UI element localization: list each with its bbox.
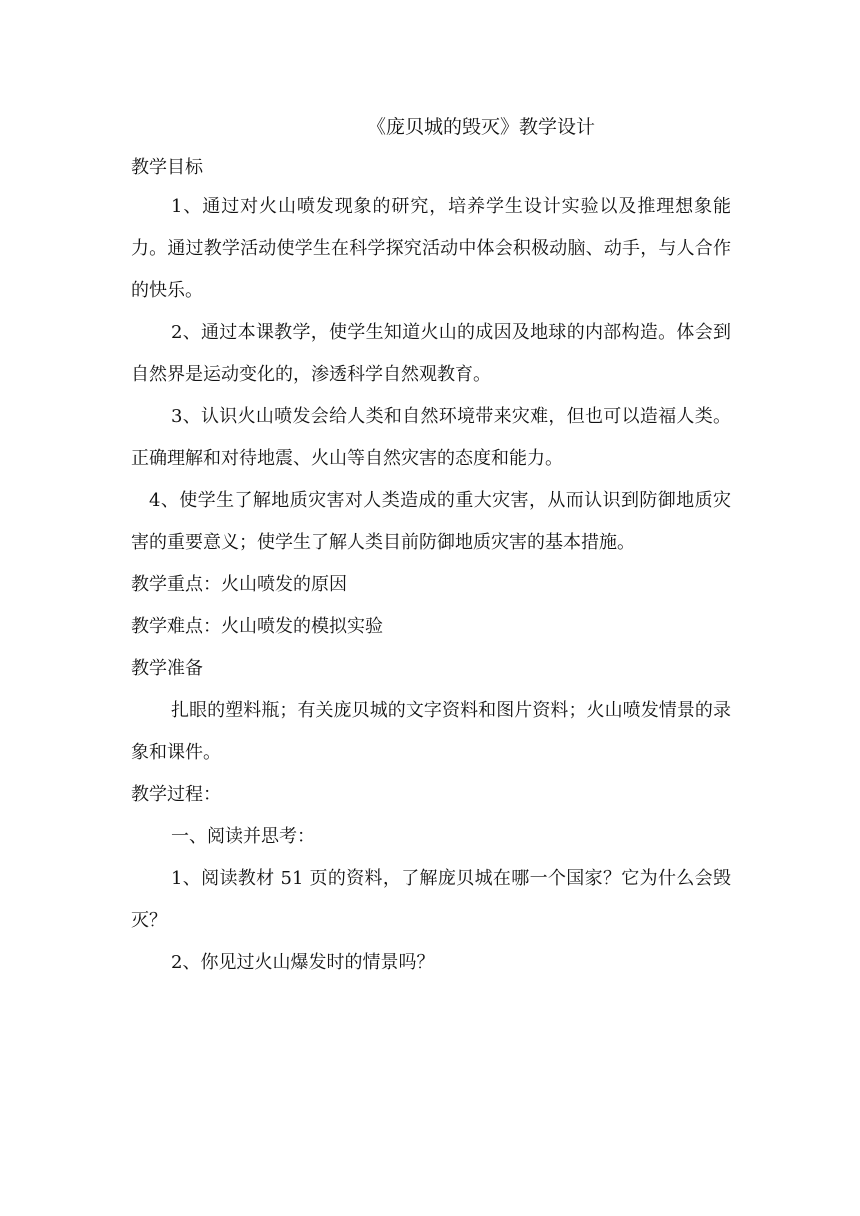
preparation-text: 扎眼的塑料瓶；有关庞贝城的文字资料和图片资料；火山喷发情景的录象和课件。 xyxy=(131,700,731,763)
document-content xyxy=(131,112,731,984)
step-1-question-1: 1、阅读教材 51 页的资料，了解庞贝城在哪一个国家？它为什么会毁灭？ xyxy=(131,868,731,931)
key-point: 教学重点：火山喷发的原因 xyxy=(131,574,347,595)
process-heading: 教学过程： xyxy=(131,784,221,805)
objective-1: 1、通过对火山喷发现象的研究，培养学生设计实验以及推理想象能力。通过教学活动使学生在科学探究活动中体会积极动脑、动手，与人合作的快乐。 xyxy=(131,196,731,301)
objective-4: 4、使学生了解地质灾害对人类造成的重大灾害，从而认识到防御地质灾害的重要意义；使学生了解人类目前防御地质灾害的基本措施。 xyxy=(131,490,731,553)
preparation-heading: 教学准备 xyxy=(131,658,203,679)
objective-2: 2、通过本课教学，使学生知道火山的成因及地球的内部构造。体会到自然界是运动变化的，渗透科学自然观教育。 xyxy=(131,322,731,385)
step-1-heading: 一、阅读并思考： xyxy=(171,826,315,847)
objective-3: 3、认识火山喷发会给人类和自然环境带来灾难，但也可以造福人类。正确理解和对待地震、火山等自然灾害的态度和能力。 xyxy=(131,406,731,469)
document-title: 《庞贝城的毁灭》教学设计 xyxy=(366,116,595,138)
objectives-heading: 教学目标 xyxy=(131,157,203,178)
difficulty: 教学难点：火山喷发的模拟实验 xyxy=(131,616,383,637)
step-1-question-2: 2、你见过火山爆发时的情景吗？ xyxy=(171,952,435,973)
